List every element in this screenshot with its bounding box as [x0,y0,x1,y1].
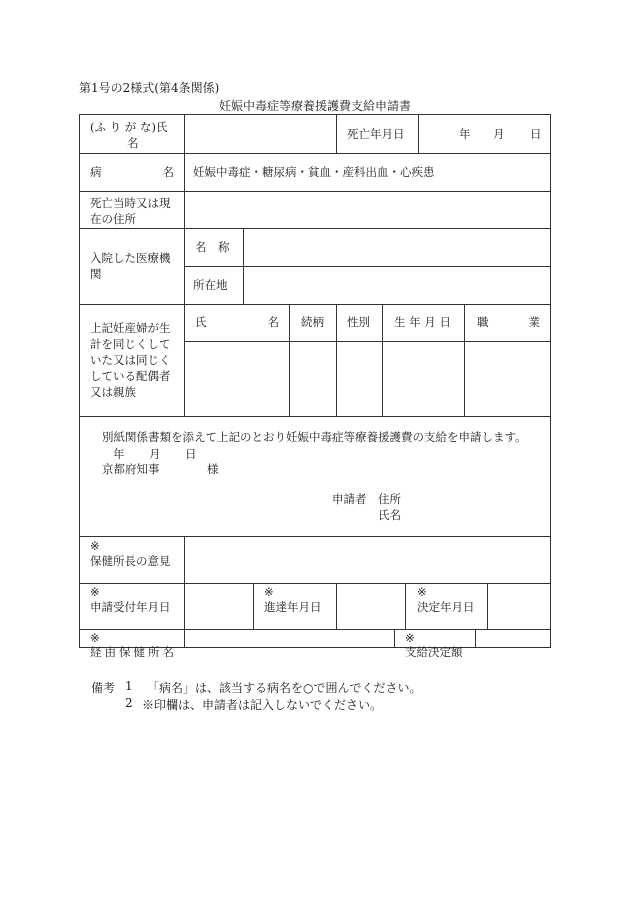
row-divider [184,341,550,342]
family-name-char: 名 [267,315,279,329]
hospital-name-label: 名 称 [195,240,230,254]
column-divider [475,629,476,648]
column-divider [394,629,395,648]
column-divider [243,228,244,304]
note-number: 2 [125,696,133,710]
notes-label: 備考 [91,681,116,695]
family-birthdate-header: 生 年 月 日 [394,315,451,329]
office-use-mark: ※ [90,539,100,553]
column-divider [336,115,337,153]
row-divider [184,266,550,267]
row-divider [80,228,550,229]
form-number: 第1号の2様式(第4条関係) [79,81,220,95]
death-year-unit: 年 [459,127,471,141]
form-title: 妊娠中毒症等療養援護費支給申請書 [218,99,411,113]
column-divider [382,304,383,416]
name-label-suffix: 名 [127,136,139,150]
via-health-center-char: 経 [90,645,102,659]
column-divider [289,304,290,416]
column-divider [487,583,488,629]
hospital-location-label: 所在地 [193,278,228,292]
application-form-table [79,114,551,659]
family-occupation-char: 職 [477,315,489,329]
health-center-opinion-label: 保健所長の意見 [90,554,171,568]
via-health-center-char: 所 [148,645,160,659]
received-date-label: 申請受付年月日 [90,600,171,614]
column-divider [464,304,465,416]
address-label: 死亡当時又は現在の住所 [90,196,171,226]
note-number: 1 [125,679,133,693]
forwarded-date-label: 進達年月日 [264,600,322,614]
via-health-center-label [90,644,174,660]
applicant-name-label: 氏名 [378,508,401,522]
via-health-center-char: 健 [133,645,145,659]
family-relation-header: 続柄 [301,315,324,329]
furigana-name-label: (ふ り が な)氏 [90,120,168,134]
applicant-label: 申請者 [332,492,367,506]
disease-options: 妊娠中毒症・糖尿病・貧血・産科出血・心疾患 [193,165,435,179]
row-divider [80,304,550,305]
office-use-mark: ※ [90,585,100,599]
column-divider [336,583,337,629]
row-divider [80,191,550,192]
via-health-center-char: 由 [104,645,116,659]
addressee: 京都府知事 [102,462,160,476]
note-text: ※印欄は、申請者は記入しないでください。 [142,698,383,712]
application-statement: 別紙関係書類を添えて上記のとおり妊娠中毒症等療養援護費の支給を申請します。 [102,430,527,444]
family-name-char: 氏 [195,315,207,329]
disease-label [90,164,174,180]
row-divider [80,153,550,154]
row-divider [80,629,550,630]
via-health-center-char: 名 [162,645,174,659]
hospital-label: 入院した医療機関 [90,251,171,281]
column-divider [418,115,419,153]
column-divider [336,304,337,416]
office-use-mark: ※ [90,631,100,645]
family-occupation-char: 業 [528,315,540,329]
disease-label-char: 病 [90,165,102,179]
family-label: 上記妊産婦が生計を同じくしていた又は同じくしている配偶者又は親族 [90,321,171,399]
application-day-unit: 日 [185,447,197,461]
family-sex-header: 性別 [347,315,370,329]
death-month-unit: 月 [493,127,505,141]
row-divider [80,583,550,584]
decided-amount-label: 支給決定額 [405,645,463,659]
note-text: 「病名」は、該当する病名を○で囲んでください。 [147,681,422,695]
column-divider [253,583,254,629]
column-divider [405,583,406,629]
addressee-honorific: 様 [207,462,219,476]
applicant-address-label: 住所 [378,492,401,506]
via-health-center-char: 保 [119,645,131,659]
family-occupation-header [477,314,540,330]
decision-date-label: 決定年月日 [417,600,475,614]
disease-label-char: 名 [162,165,174,179]
application-year-unit: 年 [113,447,125,461]
column-divider [184,115,185,416]
application-month-unit: 月 [149,447,161,461]
office-use-mark: ※ [417,585,427,599]
family-name-header [195,314,279,330]
death-day-unit: 日 [530,127,542,141]
office-use-mark: ※ [405,631,415,645]
death-date-label: 死亡年月日 [347,127,405,141]
row-divider [80,416,550,417]
office-use-mark: ※ [264,585,274,599]
row-divider [80,536,550,537]
column-divider [184,536,185,648]
